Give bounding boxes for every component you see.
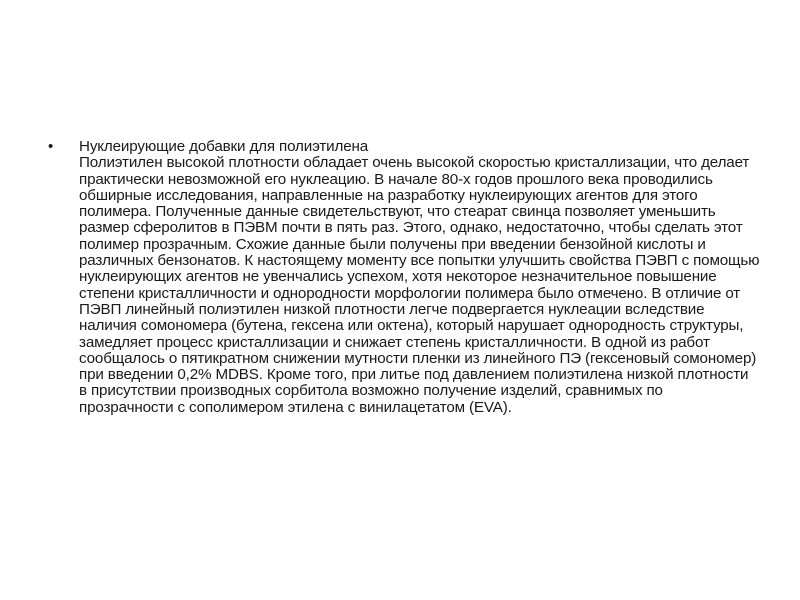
body-paragraph: Полиэтилен высокой плотности обладает очень высокой скоростью кристаллизации, что делает практически невозможной его нуклеацию. В начале 80-х годов прошлого века проводились обширные исследования, направленные на разработку нуклеирующих агентов для этого полимера. Полученные данные свидетельствуют, что стеарат свинца позволяет уменьшить размер сферолитов в ПЭВМ почти в пять раз. Этого, однако, недостаточно, чтобы сделать этот полимер прозрачным. Схожие данные были получены при введении бензойной кислоты и различных бензонатов. К настоящему моменту все попытки улучшить свойства ПЭВП с помощью нуклеирующих агентов не увенчались успехом, хотя некоторое незначительное повышение степени кристалличности и однородности морфологии полимера было отмечено. В отличие от ПЭВП линейный полиэтилен низкой плотности легче подвергается нуклеации вследствие наличия сомономера (бутена, гексена или октена), который нарушает однородность структуры, замедляет процесс кристаллизации и снижает степень кристалличности. В одной из работ сообщалось о пятикратном снижении мутности пленки из линейного ПЭ (гексеновый сомономер) при введении 0,2% MDBS. Кроме того, при литье под давлением полиэтилена низкой плотности в присутствии производных сорбитола возможно получение изделий, сравнимых по прозрачности с сополимером этилена с винилацетатом (EVA).: [79, 154, 760, 416]
bullet-item: [48, 139, 760, 416]
bullet-text: [79, 139, 760, 416]
slide-heading: Нуклеирующие добавки для полиэтилена: [79, 138, 369, 155]
bullet-icon: •: [48, 138, 54, 155]
